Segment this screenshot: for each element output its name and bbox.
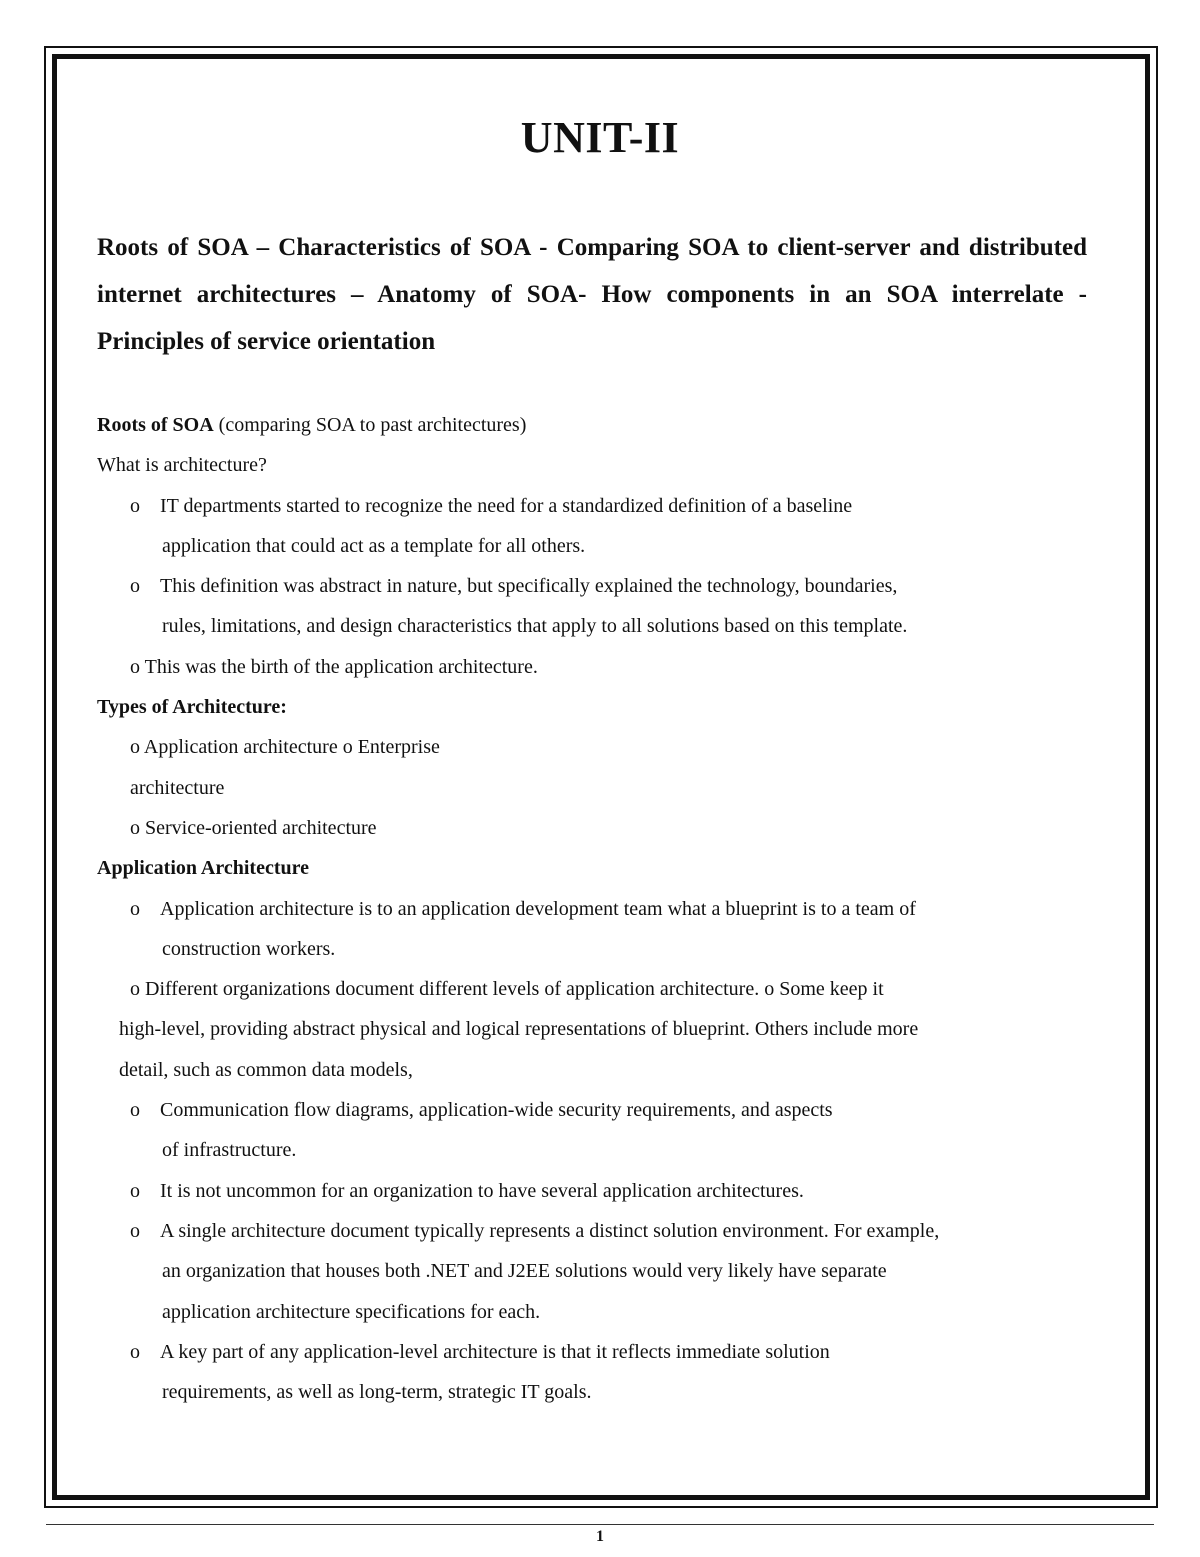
- paragraph-line: o Different organizations document different levels of application architecture. o Some keep it: [130, 978, 884, 1001]
- syllabus-topics: Roots of SOA – Characteristics of SOA - Comparing SOA to client-server and distributed internet architectures – Anatomy of SOA- How components in an SOA interrelate -Principles of service orientation: [97, 234, 1087, 355]
- list-item-text: This definition was abstract in nature, but specifically explained the technology, boundaries,: [160, 575, 898, 598]
- list-item: [97, 889, 1097, 929]
- unit-title: UNIT-II: [520, 113, 680, 162]
- roots-heading: Roots of SOA: [97, 414, 214, 436]
- list-item-continuation: rules, limitations, and design characteristics that apply to all solutions based on this template.: [162, 615, 908, 638]
- document-body: [97, 405, 1097, 1412]
- bullet-marker: o: [130, 575, 140, 598]
- list-item-continuation: construction workers.: [162, 937, 336, 960]
- paragraph-line: high-level, providing abstract physical and logical representations of blueprint. Others include more: [119, 1018, 919, 1041]
- list-item-text: A key part of any application-level architecture is that it reflects immediate solution: [160, 1340, 830, 1363]
- list-item: o This was the birth of the application architecture.: [130, 655, 538, 678]
- list-item-continuation: of infrastructure.: [162, 1139, 297, 1162]
- architecture-question: What is architecture?: [97, 454, 267, 477]
- list-item-text: Communication flow diagrams, application-wide security requirements, and aspects: [160, 1099, 833, 1122]
- list-item-text: A single architecture document typically represents a distinct solution environment. For example,: [160, 1219, 940, 1242]
- roots-heading-suffix: (comparing SOA to past architectures): [213, 414, 527, 436]
- bullet-marker: o: [130, 1099, 140, 1122]
- list-item: [97, 486, 1097, 526]
- bullet-marker: o: [130, 1179, 140, 1202]
- list-item-text: Application architecture is to an application development team what a blueprint is to a team of: [160, 897, 916, 920]
- types-line: o Service-oriented architecture: [130, 816, 377, 839]
- page-number: 1: [596, 1528, 604, 1545]
- types-heading: Types of Architecture:: [97, 696, 287, 719]
- footer-divider: [46, 1524, 1154, 1525]
- list-item-continuation: application architecture specifications for each.: [162, 1300, 541, 1323]
- types-line: architecture: [130, 776, 225, 799]
- bullet-marker: o: [130, 1340, 140, 1363]
- list-item-text: IT departments started to recognize the need for a standardized definition of a baseline: [160, 494, 853, 517]
- roots-heading-line: [97, 405, 1097, 445]
- list-item-continuation: an organization that houses both .NET and J2EE solutions would very likely have separate: [162, 1260, 887, 1283]
- list-item: [97, 566, 1097, 606]
- list-item-continuation: requirements, as well as long-term, strategic IT goals.: [162, 1381, 592, 1404]
- bullet-marker: o: [130, 897, 140, 920]
- types-line: o Application architecture o Enterprise: [130, 736, 440, 759]
- list-item: [97, 1332, 1097, 1372]
- bullet-marker: o: [130, 494, 140, 517]
- list-item: [97, 1090, 1097, 1130]
- list-item: [97, 1171, 1097, 1211]
- app-arch-heading: Application Architecture: [97, 857, 310, 880]
- paragraph-line: detail, such as common data models,: [119, 1058, 413, 1081]
- list-item-text: It is not uncommon for an organization to have several application architectures.: [160, 1179, 804, 1202]
- list-item: [97, 1211, 1097, 1251]
- list-item-continuation: application that could act as a template for all others.: [162, 534, 586, 557]
- bullet-marker: o: [130, 1219, 140, 1242]
